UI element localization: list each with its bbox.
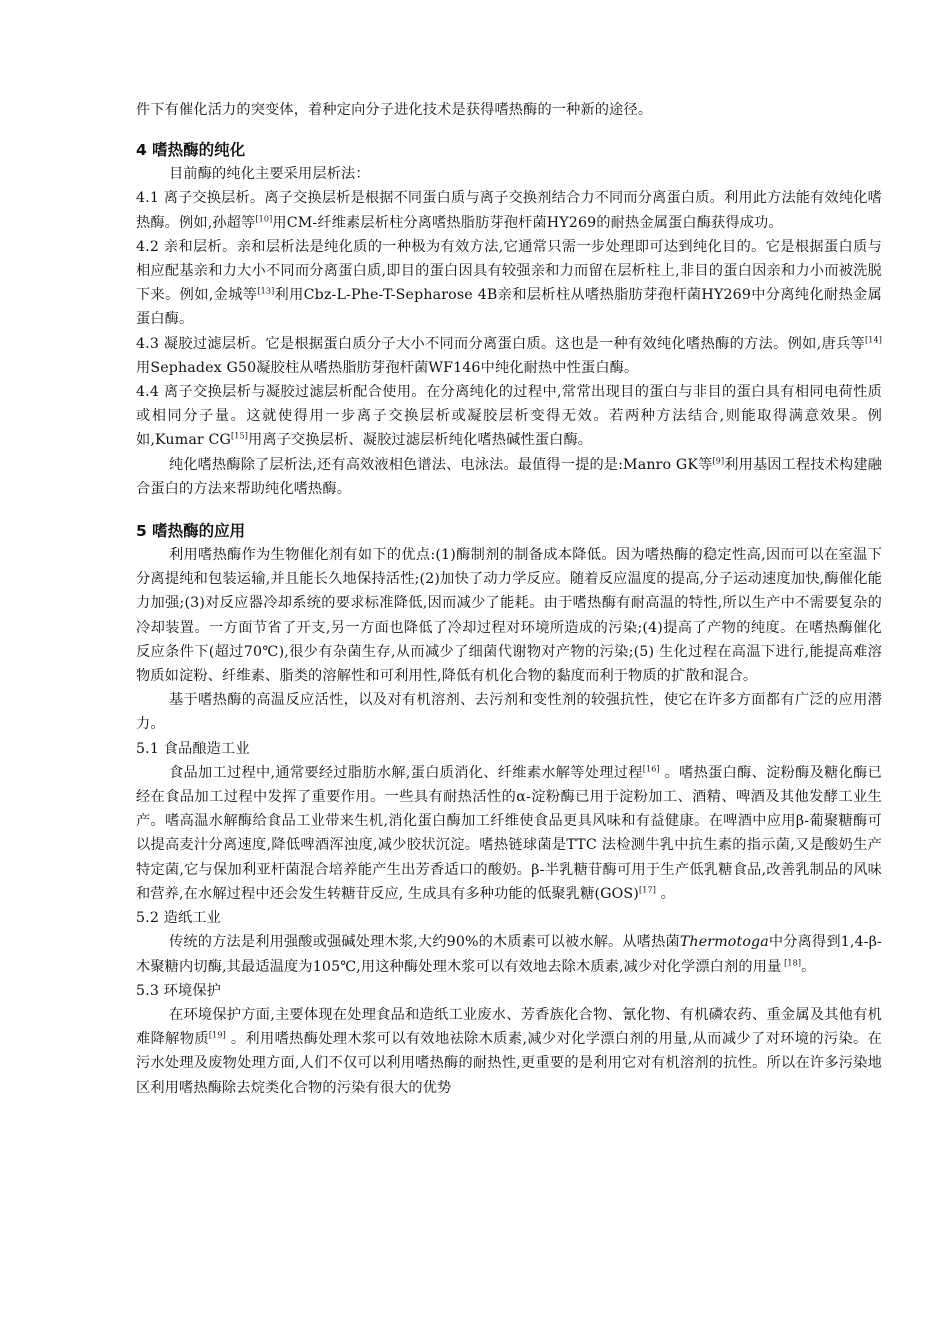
paragraph-4-1	[136, 186, 882, 234]
text: 中分离得到1,4-β-木聚糖内切酶,其最适温度为105℃,用这种酶处理木浆可以有效地去除木质素,减少对化学漂白剂的用量	[136, 934, 882, 975]
subsection-5-2-title: 5.2 造纸工业	[136, 910, 222, 927]
text: 4.2 亲和层析。亲和层析法是纯化质的一种极为有效方法,它通常只需一步处理即可达到纯化目的。它是根据蛋白质与相应配基亲和力大小不同而分离蛋白质,即目的蛋白因具有较强亲和力而留在层析柱上,非目的蛋白因亲和力小而被洗脱下来。例如,金城等	[136, 238, 882, 304]
paragraph-4-4	[136, 380, 882, 453]
text: 利用基因工程技术构建融合蛋白的方法来帮助纯化嗜热酶。	[136, 456, 882, 497]
text: 4.4 离子交换层析与凝胶过滤层析配合使用。在分离纯化的过程中,常常出现目的蛋白与非目的蛋白具有相同电荷性质或相同分子量。这就使得用一步离子交换层析或凝胶层析变得无效。若两种方法结合,则能取得满意效果。例如,Kumar CG	[136, 384, 882, 449]
text: 件下有催化活力的突变体，着种定向分子进化技术是获得嗜热酶的一种新的途径。	[136, 102, 653, 118]
citation: [19]	[208, 1030, 226, 1040]
paragraph-5-1	[136, 761, 882, 906]
citation: [18]	[781, 957, 802, 967]
text: 在环境保护方面,主要体现在处理食品和造纸工业废水、芳香族化合物、氰化物、有机磷农药、重金属及其他有机难降解物质	[136, 1006, 882, 1048]
species-name: Thermotoga	[679, 934, 769, 951]
text: 。	[655, 885, 675, 902]
paragraph-4-2	[136, 235, 882, 332]
citation: [10]	[255, 213, 273, 223]
text: 用离子交换层析、凝胶过滤层析纯化嗜热碱性蛋白酶。	[248, 432, 593, 449]
paragraph-4-3	[136, 332, 882, 380]
document-page	[136, 98, 882, 1100]
citation: [17]	[638, 885, 656, 895]
citation: [15]	[231, 431, 249, 441]
paragraph-5-2	[136, 930, 882, 978]
text: 用CM-纤维素层析柱分离嗜热脂肪芽孢杆菌HY269的耐热金属蛋白酶获得成功。	[272, 214, 783, 231]
citation: [14]	[864, 334, 882, 344]
text: 4.3 凝胶过滤层析。它是根据蛋白质分子大小不同而分离蛋白质。这也是一种有效纯化嗜热酶的方法。例如,唐兵等	[136, 335, 865, 352]
paragraph-other-methods	[136, 453, 882, 501]
section-4-heading: 4 嗜热酶的纯化	[136, 141, 246, 160]
section-4-intro: 目前酶的纯化主要采用层析法：	[169, 166, 370, 183]
citation: [16]	[642, 764, 660, 774]
paragraph-5-advantages: 利用嗜热酶作为生物催化剂有如下的优点:(1)酶制剂的制备成本降低。因为嗜热酶的稳定性高,因而可以在室温下分离提纯和包装运输,并且能长久地保持活性;(2)加快了动力学反应。随着反应温度的提高,分子运动速度加快,酶催化能力加强;(3)对反应器冷却系统的要求标准降低,因而减少了能耗。由于嗜热酶有耐高温的特性,所以生产中不需要复杂的冷却装置。一方面节省了开支,另一方面也降低了冷却过程对环境所造成的污染;(4)提高了产物的纯度。在嗜热酶催化反应条件下(超过70℃),很少有杂菌生存,从而减少了细菌代谢物对产物的污染;(5) 生化过程在高温下进行,能提高难溶物质如淀粉、纤维素、脂类的溶解性和可利用性,降低有机化合物的黏度而利于物质的扩散和混合。	[136, 547, 882, 685]
text: 食品加工过程中,通常要经过脂肪水解,蛋白质消化、纤维素水解等处理过程	[169, 764, 643, 781]
text: 传统的方法是利用强酸或强碱处理木浆,大约90%的木质素可以被水解。从嗜热菌	[169, 934, 680, 951]
subsection-5-1-title: 5.1 食品酿造工业	[136, 740, 250, 757]
text: 用Sephadex G50凝胶柱从嗜热脂肪芽孢杆菌WF146中纯化耐热中性蛋白酶。	[136, 359, 639, 376]
text: 利用Cbz-L-Phe-T-Sepharose 4B亲和层析柱从嗜热脂肪芽孢杆菌HY269中分离纯化耐热金属蛋白酶。	[136, 287, 882, 328]
text: 。	[801, 958, 816, 975]
section-5-heading: 5 嗜热酶的应用	[136, 522, 246, 541]
paragraph-intro-end	[136, 98, 882, 122]
text: 。嗜热蛋白酶、淀粉酶及糖化酶已经在食品加工过程中发挥了重要作用。一些具有耐热活性的α-淀粉酶已用于淀粉加工、酒精、啤酒及其他发酵工业生产。嗜高温水解酶给食品工业带来生机,消化蛋白酶加工纤维使食品更具风味和有益健康。在啤酒中应用β-葡聚糖酶可以提高麦汁分离速度,降低啤酒浑浊度,减少胶状沉淀。嗜热链球菌是TTC 法检测牛乳中抗生素的指示菌,又是酸奶生产特定菌,它与保加利亚杆菌混合培养能产生出芳香适口的酸奶。β-半乳糖苷酶可用于生产低乳糖食品,改善乳制品的风味和营养,在水解过程中还会发生转糖苷反应, 生成具有多种功能的低聚乳糖(GOS)	[136, 764, 882, 902]
citation: [13]	[257, 286, 275, 296]
subsection-5-3-title: 5.3 环境保护	[136, 982, 222, 999]
paragraph-5-potential: 基于嗜热酶的高温反应活性，以及对有机溶剂、去污剂和变性剂的较强抗性，使它在许多方面都有广泛的应用潜力。	[136, 692, 882, 733]
text: 纯化嗜热酶除了层析法,还有高效液相色谱法、电泳法。最值得一提的是:Manro GK等	[169, 456, 713, 473]
text: 4.1 离子交换层析。离子交换层析是根据不同蛋白质与离子交换剂结合力不同而分离蛋白质。利用此方法能有效纯化嗜热酶。例如,孙超等	[136, 190, 882, 231]
text: 。利用嗜热酶处理木浆可以有效地祛除木质素,减少对化学漂白剂的用量,从而减少了对环境的污染。在污水处理及废物处理方面,人们不仅可以利用嗜热酶的耐热性,更重要的是利用它对有机溶剂的抗性。所以在许多污染地区利用嗜热酶除去烷类化合物的污染有很大的优势	[136, 1031, 882, 1096]
paragraph-5-3	[136, 1003, 882, 1100]
citation: [9]	[712, 455, 725, 465]
